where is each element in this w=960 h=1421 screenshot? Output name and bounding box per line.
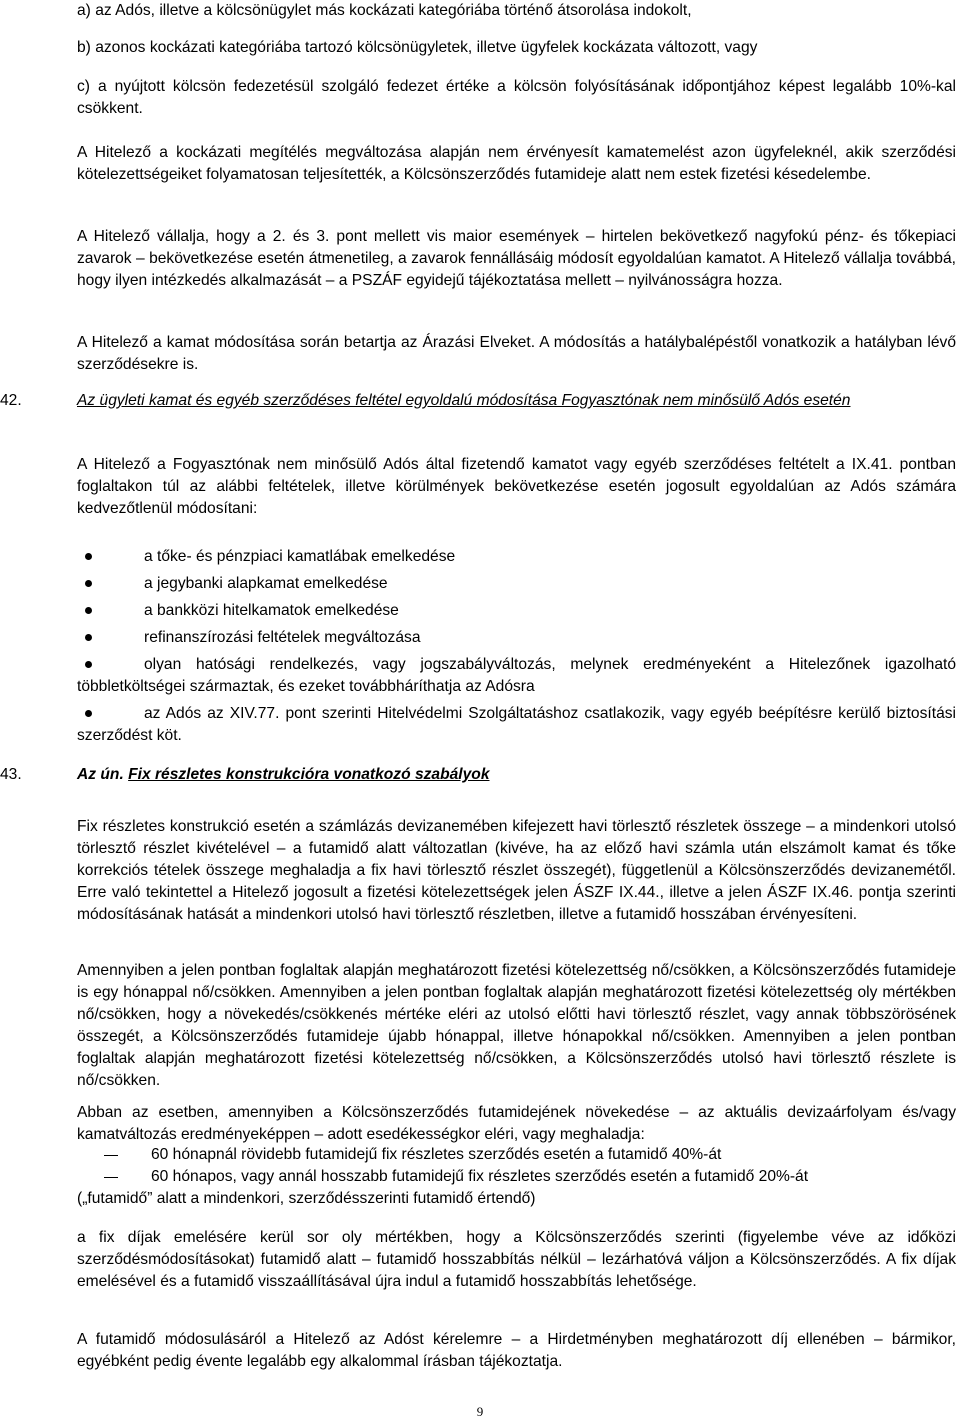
item-b: b) azonos kockázati kategóriába tartozó kölcsönügyletek, illetve ügyfelek kockázata változott, vagy <box>77 39 758 56</box>
section-title: Az ügyleti kamat és egyéb szerződéses feltétel egyoldalú módosítása Fogyasztónak nem minősülő Adós esetén <box>77 392 851 409</box>
term-definition-note: („futamidő” alatt a mindenkori, szerződésszerinti futamidő értendő) <box>77 1190 536 1207</box>
section-title-prefix: Az ún. <box>77 766 129 783</box>
section-title: Fix részletes konstrukcióra vonatkozó szabályok <box>128 766 490 783</box>
list-item: refinanszírozási feltételek megváltozása <box>77 627 956 649</box>
list-item: a bankközi hitelkamatok emelkedése <box>77 600 956 622</box>
section-number: 42. <box>0 392 22 409</box>
dash-icon <box>104 1155 118 1156</box>
list-item: 60 hónapos, vagy annál hosszabb futamidejű fix részletes szerződés esetén a futamidő 20%-át <box>77 1166 956 1188</box>
list-item: olyan hatósági rendelkezés, vagy jogszabályváltozás, melynek eredményeként a Hitelezőnek igazolható többletköltségei származtak, és ezeket továbbháríthatja az Adósra <box>77 656 956 695</box>
section-number: 43. <box>0 766 22 783</box>
list-item: 60 hónapnál rövidebb futamidejű fix részletes szerződés esetén a futamidő 40%-át <box>77 1144 956 1166</box>
bullet-icon <box>85 607 92 614</box>
list-item: az Adós az XIV.77. pont szerinti Hitelvédelmi Szolgáltatáshoz csatlakozik, vagy egyéb beépítésre kerülő biztosítási szerződést köt. <box>77 705 956 744</box>
section-43-heading <box>0 764 956 786</box>
paragraph-term-change: Amennyiben a jelen pontban foglaltak alapján meghatározott fizetési kötelezettség nő/csökken, a Kölcsönszerződés futamideje is egy hónappal nő/csökken. Amennyiben a jelen pontban foglaltak alapján meghatározott fizetési kötelezettség oly mértékben nő/csökken, hogy a növekedés/csökkenés mértéke eléri az utolsó előtti havi törlesztő részlet, vagy annak többszörösének összegét, a Kölcsönszerződés futamideje újabb hónappal, illetve hónapokkal nő/csökken. Amennyiben a jelen pontban foglaltak alapján meghatározott fizetési kötelezettség nő/csökken, a Kölcsönszerződés utolsó havi törlesztő részlete is nő/csökken. <box>77 962 956 1089</box>
bullet-icon <box>85 553 92 560</box>
bullet-icon <box>85 661 92 668</box>
paragraph-fee-increase: a fix díjak emelésére kerül sor oly mértékben, hogy a Kölcsönszerződés szerinti (figyelembe véve az időközi szerződésmódosításokat) futamidő alatt – futamidő hosszabbítás nélkül – lezárhatóvá váljon a Kölcsönszerződés. A fix díjak emelésével és a futamidő visszaállításával újra indul a futamidő hosszabbítás lehetősége. <box>77 1229 956 1290</box>
paragraph-fixed-installment: Fix részletes konstrukció esetén a számlázás devizanemében kifejezett havi törlesztő részletek összege – a mindenkori utolsó törlesztő részlet kivételével – a futamidő alatt változatlan (kivéve, ha az előző havi számla után elszámolt kamat és tőke korrekciós tételek összege meghaladja a fix havi törlesztő részlet összegét), függetlenül a Kölcsönszerződés devizanemétől. Erre való tekintettel a Hitelező jogosult a fizetési kötelezettségek jelen ÁSZF IX.44., illetve a jelen ÁSZF IX.46. pontja szerinti módosításának hatását a mindenkori utolsó havi törlesztő részletben, illetve a futamidő hosszában érvényesíteni. <box>77 818 956 923</box>
bullet-icon <box>85 580 92 587</box>
bullet-icon <box>85 634 92 641</box>
dash-icon <box>104 1177 118 1178</box>
bullet-icon <box>85 710 92 717</box>
page-number: 9 <box>476 1404 484 1419</box>
paragraph-vis-maior: A Hitelező vállalja, hogy a 2. és 3. pont mellett vis maior események – hirtelen bekövetkező nagyfokú pénz- és tőkepiaci zavarok – bekövetkezése esetén átmenetileg, a zavarok fennállásáig módosít egyoldalúan kamatot. A Hitelező vállalja továbbá, hogy ilyen intézkedés alkalmazását – a PSZÁF egyidejű tájékoztatása mellett – nyilvánosságra hozza. <box>77 228 956 289</box>
list-item: a jegybanki alapkamat emelkedése <box>77 573 956 595</box>
list-item: a tőke- és pénzpiaci kamatlábak emelkedése <box>77 546 956 568</box>
paragraph-no-rate-increase: A Hitelező a kockázati megítélés megváltozása alapján nem érvényesít kamatemelést azon ügyfeleknél, akik szerződési kötelezettségeiket folyamatosan teljesítették, a Kölcsönszerződés futamideje alatt nem estek fizetési késedelembe. <box>77 144 956 183</box>
item-c: c) a nyújtott kölcsön fedezetésül szolgáló fedezet értéke a kölcsön folyósításának időpontjához képest legalább 10%-kal csökkent. <box>77 78 956 117</box>
item-a: a) az Adós, illetve a kölcsönügylet más kockázati kategóriába történő átsorolása indokolt, <box>77 2 692 19</box>
section-42-intro: A Hitelező a Fogyasztónak nem minősülő Adós által fizetendő kamatot vagy egyéb szerződéses feltételt a IX.41. pontban foglaltakon túl az alábbi feltételek, illetve körülmények bekövetkezése esetén jogosult egyoldalúan az Adós számára kedvezőtlenül módosítani: <box>77 456 956 517</box>
paragraph-notification: A futamidő módosulásáról a Hitelező az Adóst kérelemre – a Hirdetményben meghatározott díj ellenében – bármikor, egyébként pedig évente legalább egy alkalommal írásban tájékoztatja. <box>77 1331 956 1370</box>
section-42-heading <box>0 390 956 412</box>
paragraph-pricing-principles: A Hitelező a kamat módosítása során betartja az Árazási Elveket. A módosítás a hatálybalépéstől vonatkozik a hatályban lévő szerződésekre is. <box>77 334 956 373</box>
paragraph-term-increase: Abban az esetben, amennyiben a Kölcsönszerződés futamidejének növekedése – az aktuális devizaárfolyam és/vagy kamatváltozás eredményeképpen – adott esedékességkor eléri, vagy meghaladja: <box>77 1104 956 1143</box>
